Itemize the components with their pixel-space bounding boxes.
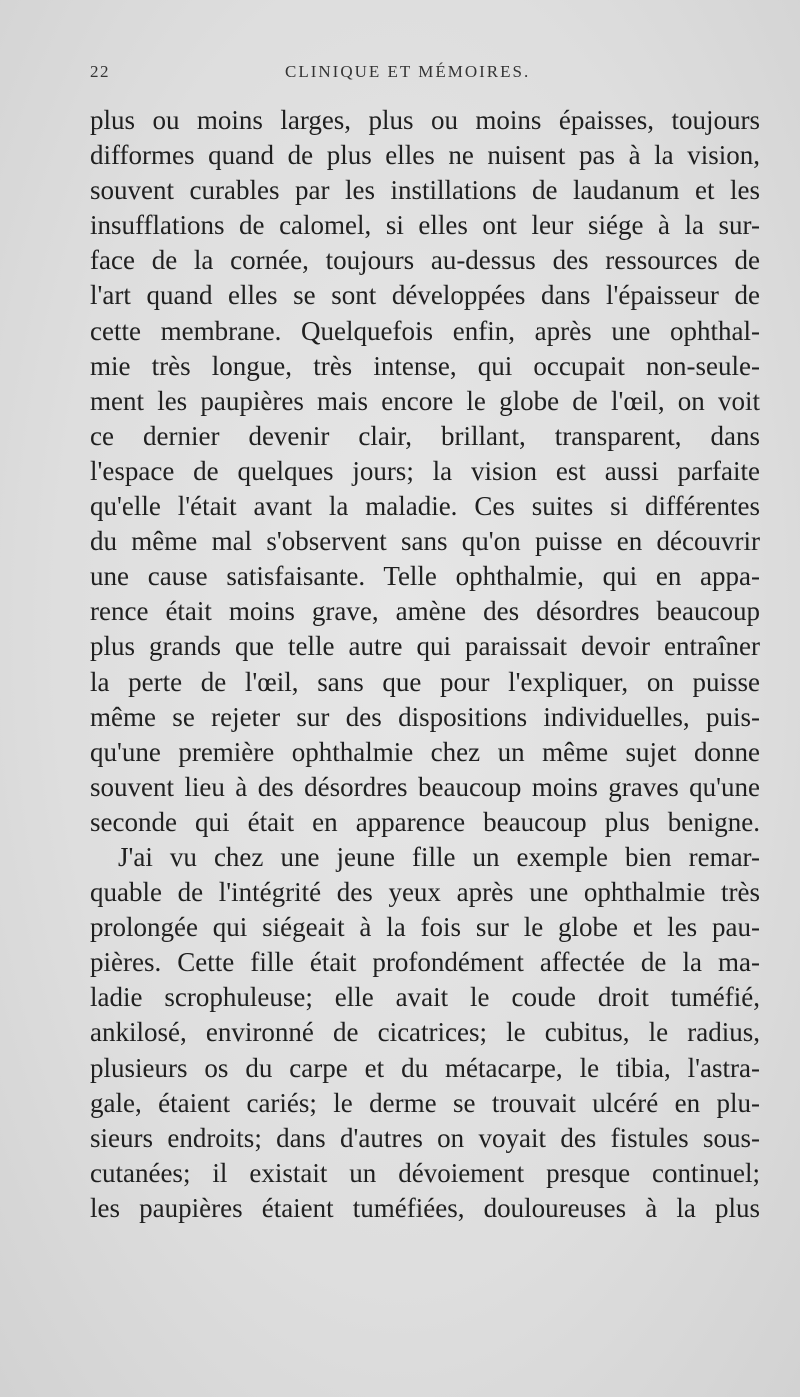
text-line: pières. Cette fille était profondément affectée de la ma- [90,947,760,978]
text-line: qu'une première ophthalmie chez un même sujet donne [90,736,760,767]
text-line: insufflations de calomel, si elles ont leur siége à la sur- [90,210,760,241]
text-line: plus grands que telle autre qui paraissait devoir entraîner [90,631,760,662]
text-line: souvent curables par les instillations de laudanum et les [90,175,760,206]
text-line: qu'elle l'était avant la maladie. Ces suites si différentes [90,491,760,522]
text-line: souvent lieu à des désordres beaucoup moins graves qu'une [90,771,760,802]
text-line: la perte de l'œil, sans que pour l'expliquer, on puisse [90,666,760,697]
page-number: 22 [90,62,110,81]
text-line: ce dernier devenir clair, brillant, transparent, dans [90,420,760,451]
text-line: l'espace de quelques jours; la vision est aussi parfaite [90,455,760,486]
body-text [90,103,760,1226]
text-line: face de la cornée, toujours au-dessus des ressources de [90,245,760,276]
text-line: même se rejeter sur des dispositions individuelles, puis- [90,701,760,732]
text-line: J'ai vu chez une jeune fille un exemple bien remar- [118,841,760,872]
text-line: plus ou moins larges, plus ou moins épaisses, toujours [90,105,760,135]
text-line: ankilosé, environné de cicatrices; le cubitus, le radius, [90,1017,760,1048]
text-line: difformes quand de plus elles ne nuisent pas à la vision, [90,140,760,171]
text-line: les paupières étaient tuméfiées, douloureuses à la plus [90,1192,760,1223]
text-line: l'art quand elles se sont développées dans l'épaisseur de [90,280,760,311]
text-line: sieurs endroits; dans d'autres on voyait des fistules sous- [90,1122,760,1153]
text-line: gale, étaient cariés; le derme se trouvait ulcéré en plu- [90,1087,760,1118]
text-line: plusieurs os du carpe et du métacarpe, le tibia, l'astra- [90,1052,760,1083]
text-line: du même mal s'observent sans qu'on puisse en découvrir [90,526,760,557]
text-line: ladie scrophuleuse; elle avait le coude droit tuméfié, [90,982,760,1013]
text-line: mie très longue, très intense, qui occupait non-seule- [90,350,760,381]
text-line: cutanées; il existait un dévoiement presque continuel; [90,1157,760,1188]
running-head [90,62,700,86]
text-line: rence était moins grave, amène des désordres beaucoup [90,596,760,627]
text-line: seconde qui était en apparence beaucoup plus benigne. [90,806,760,837]
text-line: une cause satisfaisante. Telle ophthalmie, qui en appa- [90,561,760,592]
text-line: ment les paupières mais encore le globe de l'œil, on voit [90,385,760,416]
text-line: cette membrane. Quelquefois enfin, après une ophthal- [90,315,760,346]
running-title: CLINIQUE ET MÉMOIRES. [285,62,531,81]
text-line: quable de l'intégrité des yeux après une ophthalmie très [90,877,760,908]
text-line: prolongée qui siégeait à la fois sur le globe et les pau- [90,912,760,943]
